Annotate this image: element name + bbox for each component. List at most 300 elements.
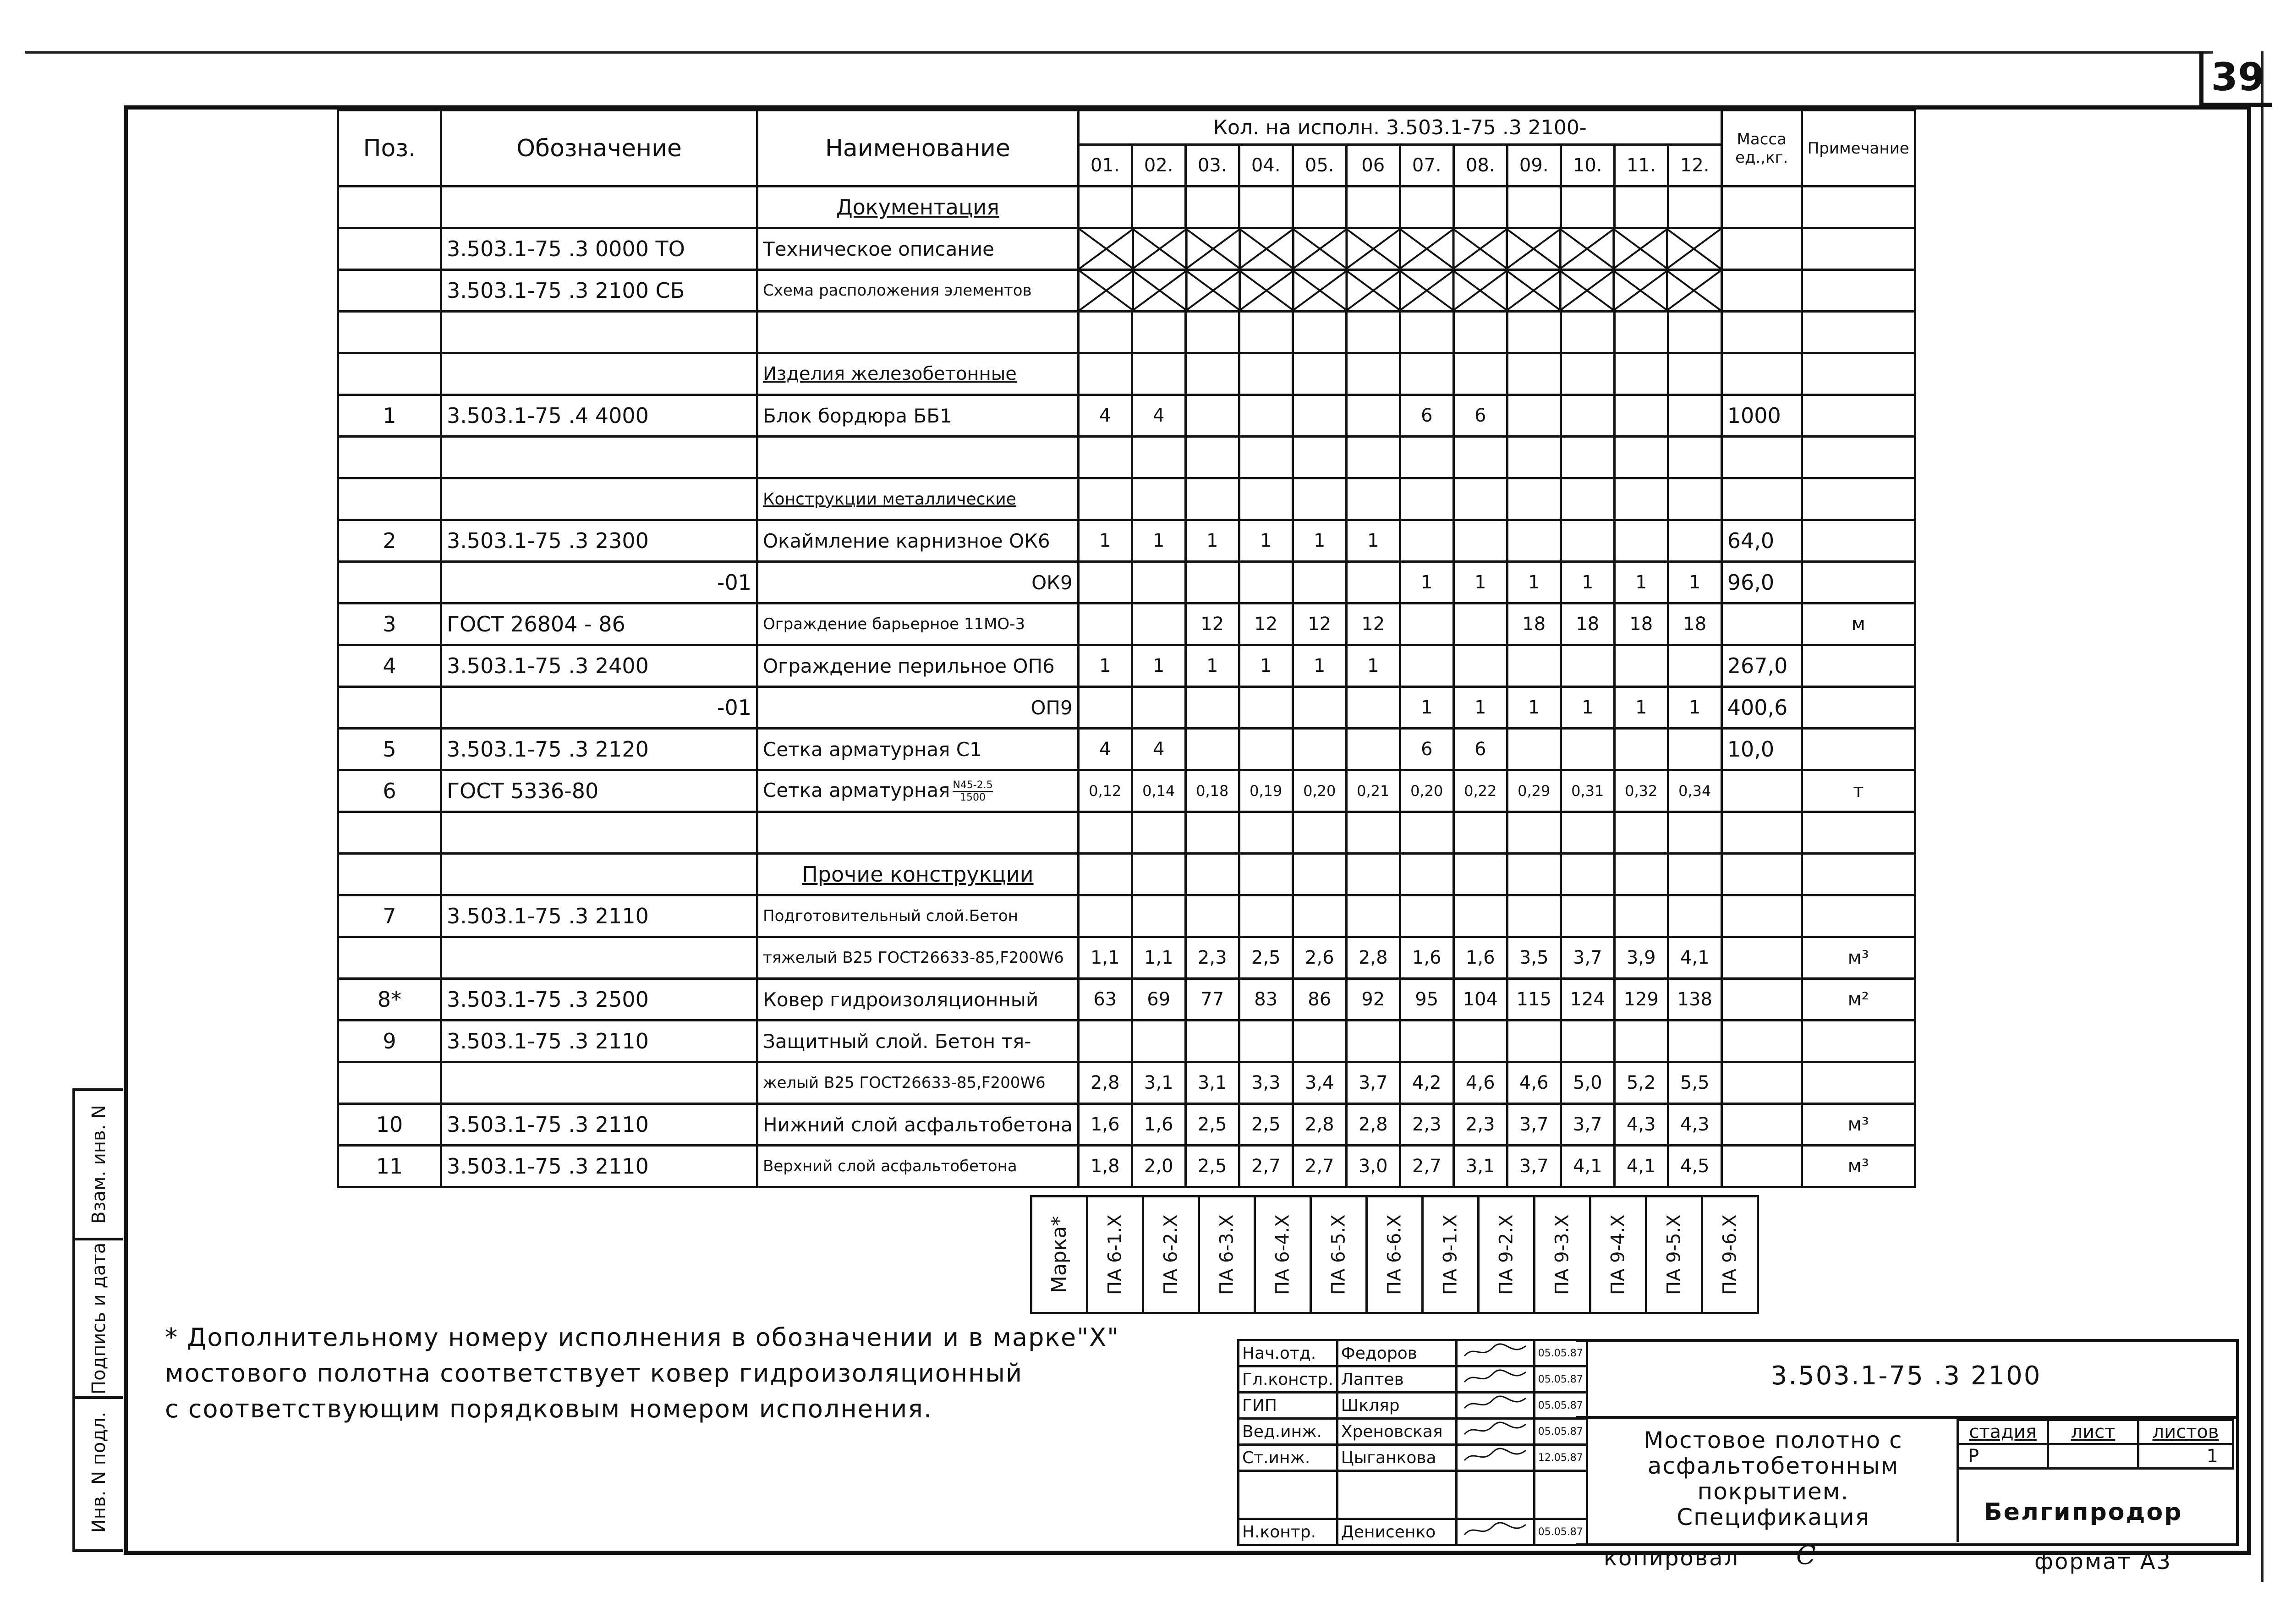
position-number: 4	[338, 645, 441, 687]
qty-cell: 2,5	[1185, 1146, 1239, 1187]
signature-row	[1239, 1519, 1587, 1545]
qty-cell	[1561, 395, 1614, 437]
qty-cell	[1614, 729, 1668, 770]
marka-item: ПА 6-2.Х	[1160, 1214, 1182, 1295]
section-row-other	[338, 854, 1915, 895]
position-number: 6	[338, 770, 441, 812]
qty-cell: 1	[1346, 645, 1400, 687]
note-cell	[1802, 687, 1915, 729]
marka-cell	[1535, 1196, 1590, 1313]
qty-cell: 83	[1239, 979, 1293, 1020]
qty-cell: 0,18	[1185, 770, 1239, 812]
item-name: Окаймление карнизное ОК6	[757, 520, 1079, 562]
designation: 3.503.1-75 .3 2300	[441, 520, 757, 562]
qty-cell: 1	[1185, 645, 1239, 687]
qty-cell	[1453, 645, 1507, 687]
qty-cell: 1	[1239, 520, 1293, 562]
qty-cell: 1	[1400, 562, 1453, 604]
signature-row	[1239, 1393, 1587, 1419]
signatory-role: Гл.констр.	[1239, 1366, 1337, 1393]
qty-cell: 6	[1400, 395, 1453, 437]
signatory-role: Нач.отд.	[1239, 1340, 1337, 1366]
qty-cell	[1239, 687, 1293, 729]
qty-cell: 3,4	[1293, 1062, 1346, 1104]
side-label-inv-orig: Инв. N подл.	[88, 1411, 110, 1533]
qty-cell	[1614, 895, 1668, 937]
qty-cell	[1185, 395, 1239, 437]
variant-06: 06	[1346, 145, 1400, 187]
mass-cell	[1721, 1062, 1802, 1104]
qty-cell: 2,5	[1239, 937, 1293, 979]
mass-cell: 267,0	[1721, 645, 1802, 687]
designation: -01	[441, 562, 757, 604]
qty-cell: 1	[1293, 645, 1346, 687]
qty-cell: 138	[1668, 979, 1721, 1020]
qty-cell	[1185, 562, 1239, 604]
qty-cell: 4	[1132, 395, 1185, 437]
qty-cell	[1668, 395, 1721, 437]
variant-09: 09.	[1507, 145, 1561, 187]
table-row	[338, 270, 1915, 312]
empty-row	[338, 312, 1915, 353]
position-number: 7	[338, 895, 441, 937]
header-designation: Обозначение	[441, 110, 757, 187]
empty-row	[338, 437, 1915, 478]
section-metal-title: Конструкции металлические	[757, 478, 1079, 520]
qty-cell: 1,8	[1078, 1146, 1132, 1187]
qty-cell	[1614, 520, 1668, 562]
qty-cell	[1453, 1020, 1507, 1062]
top-border-line	[25, 51, 2213, 54]
note-cell: м	[1802, 604, 1915, 645]
qty-cell: 2,7	[1400, 1146, 1453, 1187]
signatory-name: Хреновская	[1337, 1419, 1456, 1445]
qty-cell: 1	[1668, 687, 1721, 729]
copied-label: копировал	[1604, 1545, 1740, 1571]
item-name: Нижний слой асфальтобетона	[757, 1104, 1079, 1146]
qty-cell	[1668, 520, 1721, 562]
note-cell: м³	[1802, 937, 1915, 979]
marka-item: ПА 6-3.Х	[1216, 1214, 1238, 1295]
qty-cell	[1668, 729, 1721, 770]
qty-cell: 0,34	[1668, 770, 1721, 812]
signatory-role: ГИП	[1239, 1393, 1337, 1419]
signature-date: 05.05.87	[1534, 1393, 1587, 1419]
table-row	[338, 604, 1915, 645]
signature-row	[1239, 1419, 1587, 1445]
qty-cell	[1453, 895, 1507, 937]
marka-item: ПА 9-1.Х	[1440, 1214, 1461, 1295]
qty-cell	[1346, 1020, 1400, 1062]
qty-cell: 12	[1293, 604, 1346, 645]
designation: 3.503.1-75 .3 2110	[441, 1104, 757, 1146]
header-row	[338, 110, 1915, 145]
signatory-name: Шкляр	[1337, 1393, 1456, 1419]
qty-cell: 6	[1400, 729, 1453, 770]
table-row	[338, 729, 1915, 770]
stage-value: Р	[1958, 1444, 2048, 1469]
format-label: формат А3	[2034, 1549, 2172, 1575]
signatory-role: Н.контр.	[1239, 1519, 1337, 1545]
qty-cell: 77	[1185, 979, 1239, 1020]
qty-cell: 2,5	[1239, 1104, 1293, 1146]
right-border-line	[2261, 51, 2264, 1582]
marka-item: ПА 6-6.Х	[1384, 1214, 1405, 1295]
table-row	[338, 1020, 1915, 1062]
footnote-line: с соответствующим порядковым номером исполнения.	[165, 1394, 933, 1423]
note-cell	[1802, 562, 1915, 604]
signature-row	[1239, 1366, 1587, 1393]
qty-cell	[1400, 1020, 1453, 1062]
header-name: Наименование	[757, 110, 1079, 187]
marka-cell	[1479, 1196, 1535, 1313]
qty-cell: 1	[1507, 562, 1561, 604]
item-name: ОК9	[757, 562, 1079, 604]
qty-cell: 2,8	[1346, 937, 1400, 979]
qty-cell: 1	[1561, 687, 1614, 729]
side-stamp	[72, 1088, 123, 1552]
qty-cell	[1239, 895, 1293, 937]
qty-cell: 1	[1078, 645, 1132, 687]
signatory-role	[1239, 1471, 1337, 1519]
qty-cell: 0,21	[1346, 770, 1400, 812]
qty-cell	[1507, 395, 1561, 437]
qty-cell: 2,7	[1239, 1146, 1293, 1187]
variant-12: 12.	[1668, 145, 1721, 187]
title-line: покрытием.	[1697, 1478, 1849, 1505]
signatory-name: Лаптев	[1337, 1366, 1456, 1393]
document-title	[1599, 1427, 1947, 1530]
designation: 3.503.1-75 .3 2400	[441, 645, 757, 687]
qty-cell	[1668, 895, 1721, 937]
designation: ГОСТ 5336-80	[441, 770, 757, 812]
title-line: асфальтобетонным	[1647, 1453, 1899, 1479]
qty-cell	[1185, 687, 1239, 729]
signatory-name	[1337, 1471, 1456, 1519]
qty-cell: 3,0	[1346, 1146, 1400, 1187]
note-cell: м²	[1802, 979, 1915, 1020]
qty-cell	[1561, 645, 1614, 687]
variant-07: 07.	[1400, 145, 1453, 187]
qty-cell: 0,29	[1507, 770, 1561, 812]
qty-cell	[1239, 1020, 1293, 1062]
qty-cell	[1507, 895, 1561, 937]
doc-code: 3.503.1-75 .3 2100	[1770, 1361, 2042, 1391]
qty-cell	[1185, 1020, 1239, 1062]
signature-scribble	[1461, 1521, 1529, 1539]
variant-10: 10.	[1561, 145, 1614, 187]
qty-cell	[1507, 520, 1561, 562]
qty-cell: 3,3	[1239, 1062, 1293, 1104]
sheet-number: 39	[2199, 51, 2272, 107]
qty-cell	[1507, 729, 1561, 770]
qty-cell: 4,1	[1614, 1146, 1668, 1187]
header-note: Примечание	[1802, 110, 1915, 187]
qty-cell: 1	[1346, 520, 1400, 562]
designation	[441, 937, 757, 979]
designation	[441, 1062, 757, 1104]
position-number	[338, 562, 441, 604]
signature	[1456, 1366, 1534, 1393]
mass-cell	[1721, 770, 1802, 812]
designation: 3.503.1-75 .4 4000	[441, 395, 757, 437]
position-number: 1	[338, 395, 441, 437]
item-name: желый В25 ГОСТ26633-85,F200W6	[757, 1062, 1079, 1104]
qty-cell	[1293, 895, 1346, 937]
side-label-replaced-inv: Взам. инв. N	[88, 1105, 110, 1224]
signature	[1456, 1445, 1534, 1471]
qty-cell: 1,1	[1078, 937, 1132, 979]
qty-cell	[1185, 729, 1239, 770]
footnote-line: мостового полотна соответствует ковер гидроизоляционный	[165, 1359, 1023, 1388]
qty-cell: 1	[1453, 562, 1507, 604]
signature-date: 05.05.87	[1534, 1519, 1587, 1545]
marka-item: ПА 9-6.Х	[1719, 1214, 1741, 1295]
mass-cell: 1000	[1721, 395, 1802, 437]
designation: -01	[441, 687, 757, 729]
designation: 3.503.1-75 .3 0000 ТО	[441, 228, 757, 270]
note-cell: т	[1802, 770, 1915, 812]
footnote	[165, 1320, 1119, 1427]
qty-cell: 1	[1132, 520, 1185, 562]
section-row-rc	[338, 353, 1915, 395]
empty-row	[338, 812, 1915, 854]
item-name: ОП9	[757, 687, 1079, 729]
qty-cell	[1453, 520, 1507, 562]
signatory-name: Денисенко	[1337, 1519, 1456, 1545]
designation: 3.503.1-75 .3 2110	[441, 1020, 757, 1062]
sheet-value	[2048, 1444, 2138, 1469]
mass-cell	[1721, 604, 1802, 645]
marka-cell	[1423, 1196, 1479, 1313]
qty-cell: 5,0	[1561, 1062, 1614, 1104]
position-number: 9	[338, 1020, 441, 1062]
qty-cell: 1,6	[1132, 1104, 1185, 1146]
marka-cell	[1143, 1196, 1199, 1313]
qty-cell: 4,1	[1668, 937, 1721, 979]
designation: 3.503.1-75 .3 2500	[441, 979, 757, 1020]
qty-cell	[1078, 895, 1132, 937]
signature-table	[1237, 1339, 1588, 1546]
designation: 3.503.1-75 .3 2110	[441, 895, 757, 937]
qty-cell: 12	[1239, 604, 1293, 645]
qty-cell: 2,8	[1346, 1104, 1400, 1146]
qty-cell: 2,6	[1293, 937, 1346, 979]
signatory-name: Федоров	[1337, 1340, 1456, 1366]
table-row	[338, 770, 1915, 812]
qty-cell: 4,2	[1400, 1062, 1453, 1104]
qty-cell: 2,3	[1453, 1104, 1507, 1146]
stage-table	[1957, 1419, 2234, 1470]
qty-cell: 2,3	[1400, 1104, 1453, 1146]
qty-cell	[1400, 645, 1453, 687]
qty-cell	[1668, 1020, 1721, 1062]
section-row-metal	[338, 478, 1915, 520]
qty-cell: 3,1	[1132, 1062, 1185, 1104]
qty-cell: 0,22	[1453, 770, 1507, 812]
qty-cell	[1132, 687, 1185, 729]
qty-cell	[1346, 687, 1400, 729]
not-applicable-cross	[1078, 228, 1721, 270]
qty-cell: 104	[1453, 979, 1507, 1020]
organization: Белгипродор	[1984, 1498, 2183, 1526]
qty-cell: 3,7	[1507, 1146, 1561, 1187]
note-cell	[1802, 729, 1915, 770]
qty-cell: 4	[1078, 395, 1132, 437]
qty-cell	[1078, 562, 1132, 604]
marka-item: ПА 6-5.Х	[1328, 1214, 1349, 1295]
qty-cell: 129	[1614, 979, 1668, 1020]
table-row	[338, 395, 1915, 437]
qty-cell	[1132, 604, 1185, 645]
signature-scribble	[1461, 1421, 1529, 1439]
position-number	[338, 937, 441, 979]
qty-cell	[1293, 395, 1346, 437]
variant-11: 11.	[1614, 145, 1668, 187]
qty-cell	[1507, 645, 1561, 687]
qty-cell: 12	[1346, 604, 1400, 645]
mass-cell	[1721, 979, 1802, 1020]
qty-cell: 3,1	[1185, 1062, 1239, 1104]
qty-cell: 3,7	[1561, 937, 1614, 979]
signature	[1456, 1519, 1534, 1545]
mass-cell: 10,0	[1721, 729, 1802, 770]
mass-cell: 400,6	[1721, 687, 1802, 729]
qty-cell	[1507, 1020, 1561, 1062]
sheet-label: лист	[2048, 1420, 2138, 1444]
signature	[1456, 1471, 1534, 1519]
title-line: Мостовое полотно с	[1644, 1427, 1903, 1454]
qty-cell: 18	[1668, 604, 1721, 645]
qty-cell: 12	[1185, 604, 1239, 645]
qty-cell	[1078, 1020, 1132, 1062]
marka-label-cell	[1031, 1196, 1087, 1313]
qty-cell	[1239, 562, 1293, 604]
section-other-title: Прочие конструкции	[757, 854, 1079, 895]
marka-cell	[1311, 1196, 1367, 1313]
qty-cell: 4,3	[1614, 1104, 1668, 1146]
designation: ГОСТ 26804 - 86	[441, 604, 757, 645]
qty-cell: 3,7	[1561, 1104, 1614, 1146]
qty-cell: 2,5	[1185, 1104, 1239, 1146]
qty-cell	[1293, 1020, 1346, 1062]
qty-cell: 5,5	[1668, 1062, 1721, 1104]
qty-cell	[1400, 895, 1453, 937]
mass-cell: 96,0	[1721, 562, 1802, 604]
item-name: Ковер гидроизоляционный	[757, 979, 1079, 1020]
variant-05: 05.	[1293, 145, 1346, 187]
item-name: Блок бордюра ББ1	[757, 395, 1079, 437]
qty-cell: 3,7	[1507, 1104, 1561, 1146]
table-row	[338, 1062, 1915, 1104]
signature-date: 05.05.87	[1534, 1340, 1587, 1366]
marka-cell	[1367, 1196, 1423, 1313]
specification-table	[337, 109, 1916, 1188]
qty-cell: 92	[1346, 979, 1400, 1020]
qty-cell: 1	[1614, 562, 1668, 604]
variant-01: 01.	[1078, 145, 1132, 187]
sheets-value: 1	[2138, 1444, 2233, 1469]
table-row	[338, 979, 1915, 1020]
qty-cell: 1,6	[1078, 1104, 1132, 1146]
sheets-label: листов	[2138, 1420, 2233, 1444]
section-rc-title: Изделия железобетонные	[757, 353, 1079, 395]
position-number: 8*	[338, 979, 441, 1020]
position-number	[338, 1062, 441, 1104]
qty-cell	[1346, 395, 1400, 437]
signature-row	[1239, 1340, 1587, 1366]
qty-cell	[1561, 1020, 1614, 1062]
marka-label: Марка*	[1047, 1216, 1071, 1294]
qty-cell: 18	[1561, 604, 1614, 645]
qty-cell: 1	[1132, 645, 1185, 687]
qty-cell: 0,19	[1239, 770, 1293, 812]
qty-cell: 1	[1507, 687, 1561, 729]
qty-cell	[1132, 1020, 1185, 1062]
position-number	[338, 687, 441, 729]
table-row	[338, 895, 1915, 937]
qty-cell: 95	[1400, 979, 1453, 1020]
qty-cell	[1078, 604, 1132, 645]
variant-08: 08.	[1453, 145, 1507, 187]
note-cell	[1802, 895, 1915, 937]
item-name: Подготовительный слой.Бетон	[757, 895, 1079, 937]
qty-cell	[1346, 729, 1400, 770]
qty-cell: 1	[1239, 645, 1293, 687]
title-line: Спецификация	[1677, 1504, 1870, 1531]
qty-cell: 4,3	[1668, 1104, 1721, 1146]
signature	[1456, 1340, 1534, 1366]
qty-cell: 1	[1078, 520, 1132, 562]
note-cell	[1802, 520, 1915, 562]
qty-cell: 2,0	[1132, 1146, 1185, 1187]
qty-cell: 63	[1078, 979, 1132, 1020]
marka-cell	[1646, 1196, 1702, 1313]
variant-02: 02.	[1132, 145, 1185, 187]
signature	[1456, 1393, 1534, 1419]
marka-cell	[1087, 1196, 1143, 1313]
footnote-line: * Дополнительному номеру исполнения в обозначении и в марке"Х"	[165, 1323, 1119, 1352]
qty-cell: 3,5	[1507, 937, 1561, 979]
qty-cell	[1293, 729, 1346, 770]
position-number: 10	[338, 1104, 441, 1146]
copied-signature: С	[1796, 1541, 1816, 1570]
qty-cell	[1400, 604, 1453, 645]
note-cell	[1802, 1062, 1915, 1104]
table-row	[338, 1104, 1915, 1146]
qty-cell: 1	[1185, 520, 1239, 562]
qty-cell	[1346, 562, 1400, 604]
table-row	[338, 687, 1915, 729]
qty-cell	[1561, 895, 1614, 937]
marka-cell	[1702, 1196, 1758, 1313]
qty-cell: 1	[1561, 562, 1614, 604]
qty-cell: 124	[1561, 979, 1614, 1020]
qty-cell	[1614, 395, 1668, 437]
qty-cell: 0,20	[1293, 770, 1346, 812]
qty-cell	[1132, 562, 1185, 604]
qty-cell: 115	[1507, 979, 1561, 1020]
item-name: Ограждение барьерное 11МО-3	[757, 604, 1079, 645]
table-row	[338, 228, 1915, 270]
mass-cell	[1721, 895, 1802, 937]
qty-cell	[1293, 687, 1346, 729]
qty-cell: 5,2	[1614, 1062, 1668, 1104]
qty-cell: 18	[1507, 604, 1561, 645]
table-row	[338, 937, 1915, 979]
qty-cell	[1561, 520, 1614, 562]
position-number: 11	[338, 1146, 441, 1187]
